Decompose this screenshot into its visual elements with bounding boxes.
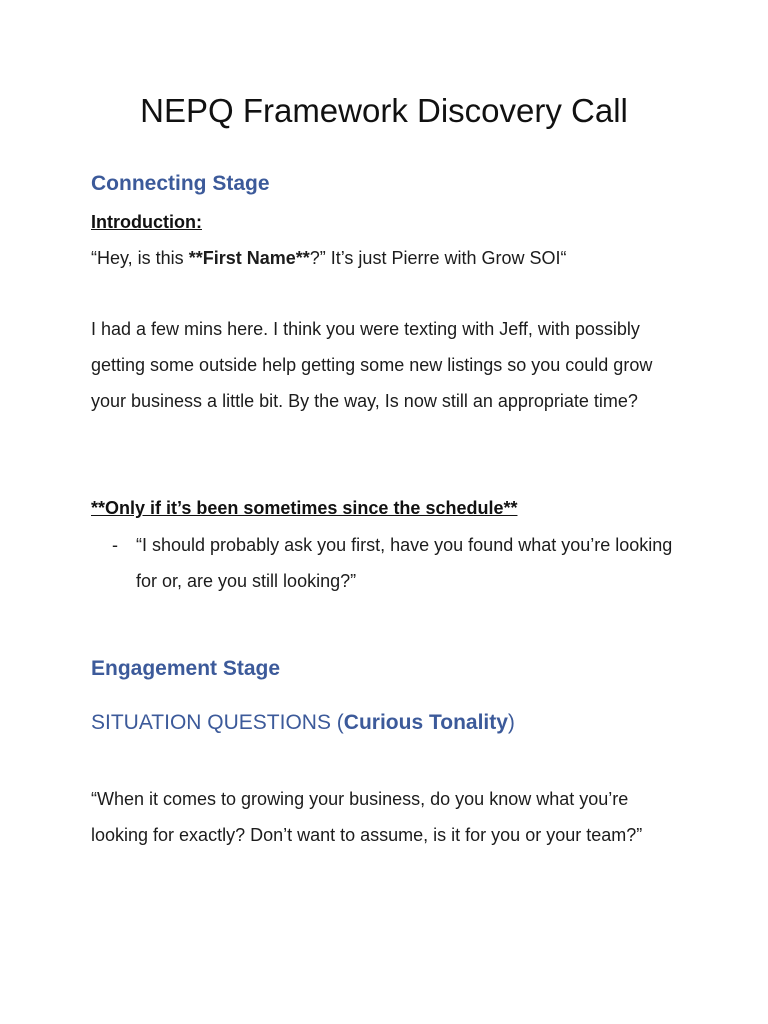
intro-paragraph: I had a few mins here. I think you were texting with Jeff, with possibly getting some outside help getting some new listings so you could grow your business a little bit. By the way, Is now still an appropriate time? [91,319,653,411]
intro-line-post: ?” It’s just Pierre with Grow SOI“ [309,248,567,268]
situation-heading-pre: SITUATION QUESTIONS ( [91,711,344,734]
bullet-marker: - [112,535,118,555]
engagement-stage-heading: Engagement Stage [91,657,281,680]
connecting-stage-heading: Connecting Stage [91,172,270,195]
situation-heading-post: ) [507,711,515,734]
document-title: NEPQ Framework Discovery Call [140,92,628,129]
intro-line-pre: “Hey, is this [91,248,189,268]
conditional-label: **Only if it’s been sometimes since the schedule** [91,498,518,518]
introduction-label: Introduction: [91,212,202,232]
first-name-placeholder: **First Name** [188,248,310,268]
curious-tonality-label: Curious Tonality [343,711,508,734]
intro-line [91,240,691,276]
situation-question: “When it comes to growing your business, do you know what you’re looking for exactly? Don’t want to assume, is it for you or your team?” [91,789,643,845]
bullet-item: “I should probably ask you first, have you found what you’re looking for or, are you still looking?” [136,535,673,591]
situation-questions-heading [91,711,515,735]
